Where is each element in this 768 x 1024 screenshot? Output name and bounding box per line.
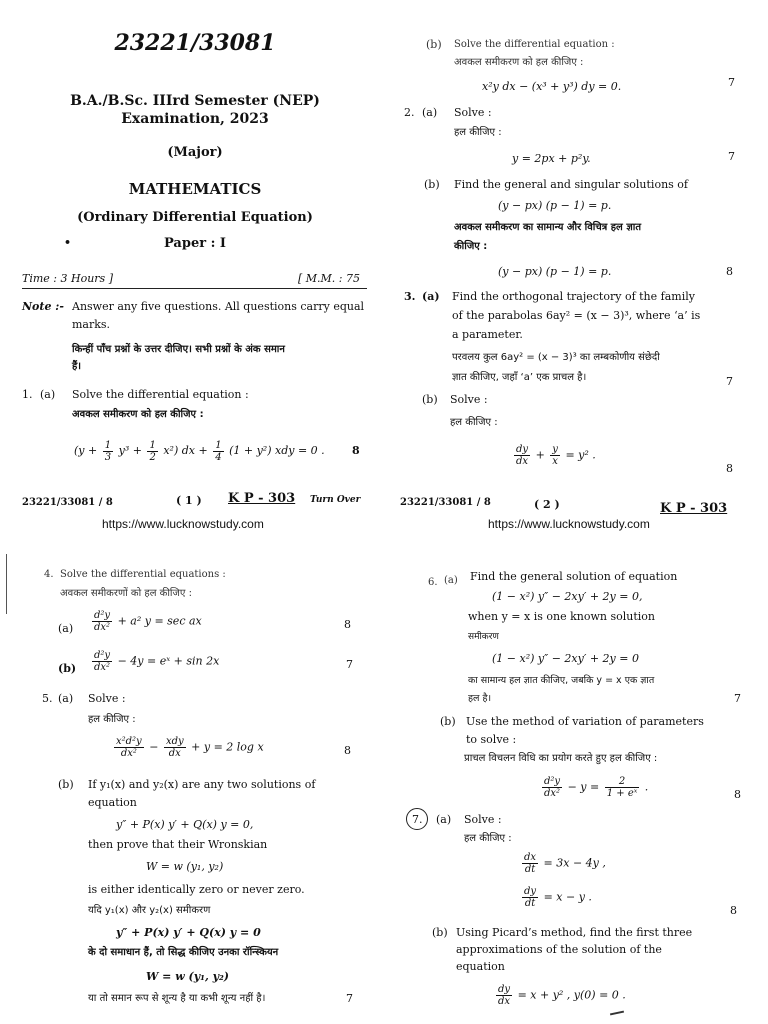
q4b-marks: 7: [346, 658, 353, 671]
q2a-text-hi: हल कीजिए :: [454, 127, 502, 138]
topic-title: (Ordinary Differential Equation): [77, 210, 313, 225]
q3b-marks: 8: [726, 462, 733, 475]
q7a-label: (a): [436, 813, 452, 826]
q4a-marks: 8: [344, 618, 351, 631]
course-title: B.A./B.Sc. IIIrd Semester (NEP): [70, 93, 320, 109]
q3b-label: (b): [422, 393, 438, 406]
q7a-text-en: Solve :: [464, 813, 502, 826]
q7b-equation: [494, 984, 626, 1007]
pen-tick-mark: [610, 1011, 624, 1016]
q4a-equation: [90, 610, 202, 633]
q4-text-hi: अवकल समीकरणों को हल कीजिए :: [60, 588, 193, 599]
q5a-marks: 8: [344, 744, 351, 757]
q2b-label: (b): [424, 178, 440, 191]
q6a-label: (a): [444, 575, 458, 586]
q7b-eq-tail: = x + y² , y(0) = 0 .: [517, 988, 626, 1002]
q1a-marks: 8: [352, 444, 360, 457]
footer-code-2: 23221/33081 / 8: [400, 497, 491, 508]
q1a-text-hi: अवकल समीकरण को हल कीजिए :: [72, 409, 204, 420]
q7b-text-en-1: Using Picard’s method, find the first three: [456, 926, 693, 939]
q7a-eq2-tail: = x − y .: [543, 890, 592, 904]
q7a-marks: 8: [730, 904, 737, 917]
max-marks: [ M.M. : 75: [298, 272, 361, 285]
q6b-text-en-1: Use the method of variation of parameters: [466, 715, 704, 728]
q1b-text-hi: अवकल समीकरण को हल कीजिए :: [454, 57, 584, 68]
q1a-text-en: Solve the differential equation :: [72, 388, 249, 401]
q5b-label: (b): [58, 778, 74, 791]
q4b-equation: [90, 650, 219, 673]
q5b-text-hi-1: यदि y₁(x) और y₂(x) समीकरण: [88, 905, 211, 916]
q3a-text-en-1: Find the orthogonal trajectory of the family: [452, 290, 695, 303]
eq-part-mid2: x²) dx +: [163, 444, 208, 457]
frac-d2y-dx2-b: $\frac{\text{d²y}}{\text{dx²}}$: [94, 650, 111, 673]
q5b-text-hi-2: के दो समाधान हैं, तो सिद्ध कीजिए उनका रॉन्स्कियन: [88, 947, 279, 958]
q6a-text-hi-3: हल है।: [468, 693, 492, 704]
q5b-equation-2: W = w (y₁, y₂): [146, 860, 224, 873]
q6b-label: (b): [440, 715, 456, 728]
q2b-equation-1: (y − px) (p − 1) = p.: [498, 199, 612, 212]
q2b-equation-2: (y − px) (p − 1) = p.: [498, 265, 612, 278]
q2b-marks: 8: [726, 265, 733, 278]
q5b-equation-3: y″ + P(x) y′ + Q(x) y = 0: [116, 926, 261, 939]
footer-code-1: 23221/33081 / 8: [22, 497, 113, 508]
q6b-text-hi: प्राचल विचलन विधि का प्रयोग करते हुए हल कीजिए :: [464, 753, 658, 764]
page-2: [384, 0, 768, 540]
q5b-marks: 7: [346, 992, 353, 1005]
q1a-label: (a): [40, 388, 56, 401]
q6a-equation-1: (1 − x²) y″ − 2xy′ + 2y = 0,: [492, 590, 643, 603]
q6b-equation: $\frac{\text{d²y}}{\text{dx²}}$ − y = $\frac{2}{\text{1 + eˣ}}$ .: [544, 776, 649, 799]
page-4: [384, 540, 768, 1024]
frac-dx-dt: $\frac{dx}{dt}$: [524, 852, 537, 875]
eq-part-suffix: (1 + y²) xdy = 0 .: [229, 444, 325, 457]
footer-page-1: ( 1 ): [176, 494, 202, 507]
q7a-equation-1: [520, 852, 606, 875]
q5a-equation: $\frac{\text{x²d²y}}{\text{dx²}}$ − $\frac{\text{xdy}}{dx}$ + y = 2 log x: [116, 736, 264, 759]
q2a-marks: 7: [728, 150, 735, 163]
q4-text-en: Solve the differential equations :: [60, 569, 226, 580]
q5a-text-en: Solve :: [88, 692, 126, 705]
q5b-text-en-2: equation: [88, 796, 137, 809]
q6a-marks: 7: [734, 692, 741, 705]
page-3: [0, 540, 384, 1024]
q5a-eq-tail: + y = 2 log x: [191, 740, 264, 754]
time-label: Time : 3 Hours ]: [22, 272, 113, 285]
q3b-text-hi: हल कीजिए :: [450, 417, 498, 428]
q3a-text-hi-1: परवलय कुल 6ay² = (x − 3)³ का लम्बकोणीय संछेदी: [452, 352, 660, 363]
source-url-2[interactable]: https://www.lucknowstudy.com: [488, 517, 650, 531]
q6-number: 6.: [428, 577, 438, 588]
q7b-text-en-3: equation: [456, 960, 505, 973]
q3a-text-en-3: a parameter.: [452, 328, 523, 341]
exam-type: (Major): [167, 145, 223, 160]
note-en-2: marks.: [72, 318, 111, 331]
q6a-text-en: Find the general solution of equation: [470, 570, 678, 583]
footer-kp-2: K P - 303: [660, 501, 728, 516]
q3b-eq-tail: = y² .: [565, 448, 596, 462]
frac-dy-dt: $\frac{dy}{dt}$: [524, 886, 537, 909]
q2-number: 2.: [404, 106, 415, 119]
q7a-text-hi: हल कीजिए :: [464, 833, 512, 844]
frac-d2y-dx2: $\frac{\text{d²y}}{\text{dx²}}$: [94, 610, 111, 633]
eq-part-prefix: (y +: [74, 444, 98, 457]
q6a-equation-2: (1 − x²) y″ − 2xy′ + 2y = 0: [492, 652, 639, 665]
frac-one-quarter: $\frac{1}{4}$: [215, 439, 222, 463]
q1-number: 1.: [22, 388, 33, 401]
q6a-text-en-2: when y = x is one known solution: [468, 610, 655, 623]
q5b-text-en-3: then prove that their Wronskian: [88, 838, 268, 851]
frac-xdy-dx: $\frac{\text{xdy}}{dx}$: [165, 736, 184, 759]
q2a-text-en: Solve :: [454, 106, 492, 119]
q1b-marks: 7: [728, 76, 735, 89]
note-label: Note :-: [22, 300, 64, 313]
footer-page-2: ( 2 ): [534, 498, 560, 511]
q4a-label: (a): [58, 622, 74, 635]
q1a-equation: [74, 436, 325, 466]
q1b-label: (b): [426, 38, 442, 51]
q3b-equation: $\frac{dy}{dx}$ + $\frac{y}{x}$ = y² .: [516, 444, 596, 467]
q6a-text-hi-2: का सामान्य हल ज्ञात कीजिए, जबकि y = x एक ज्ञात: [468, 675, 655, 686]
eq-part-mid1: y³ +: [118, 444, 142, 457]
footer-turn-over: Turn Over: [310, 495, 361, 505]
q5b-text-en-1: If y₁(x) and y₂(x) are any two solutions of: [88, 778, 316, 791]
q7a-eq1-tail: = 3x − 4y ,: [543, 856, 606, 870]
q5b-equation-1: y″ + P(x) y′ + Q(x) y = 0,: [116, 818, 254, 831]
q7-number: 7.: [412, 813, 423, 826]
q2b-text-en: Find the general and singular solutions of: [454, 178, 688, 191]
q3a-marks: 7: [726, 375, 733, 388]
footer-kp-1: K P - 303: [228, 491, 296, 506]
q4b-eq-tail: − 4y = eˣ + sin 2x: [117, 654, 220, 668]
frac-one-third: $\frac{1}{3}$: [104, 439, 112, 463]
q1b-text-en: Solve the differential equation :: [454, 39, 615, 50]
q7b-text-en-2: approximations of the solution of the: [456, 943, 662, 956]
subject-title: MATHEMATICS: [128, 180, 262, 198]
frac-dy-dx-b: $\frac{dy}{dx}$: [498, 984, 511, 1007]
frac-one-half: $\frac{1}{2}$: [149, 439, 156, 463]
header-rule-1: [22, 288, 367, 289]
q2b-text-hi-1: अवकल समीकरण का सामान्य और विचित्र हल ज्ञात: [454, 222, 642, 233]
q6b-text-en-2: to solve :: [466, 733, 517, 746]
q3a-text-en-2: of the parabolas 6ay² = (x − 3)³, where ‘a’ is: [452, 309, 701, 322]
frac-x2d2y-dx2: $\frac{\text{x²d²y}}{\text{dx²}}$: [116, 736, 142, 759]
margin-mark-line: [6, 554, 7, 614]
source-url-1[interactable]: https://www.lucknowstudy.com: [102, 517, 264, 531]
q4b-label: (b): [58, 662, 77, 675]
q3b-text-en: Solve :: [450, 393, 488, 406]
q1b-equation: x²y dx − (x³ + y³) dy = 0.: [482, 80, 622, 93]
frac-y-x: $\frac{y}{x}$: [552, 444, 558, 467]
q5a-text-hi: हल कीजिए :: [88, 714, 136, 725]
note-en-1: Answer any five questions. All questions carry equal: [72, 300, 365, 313]
q5b-text-en-4: is either identically zero or never zero.: [88, 883, 305, 896]
q2a-label: (a): [422, 106, 438, 119]
note-hi-1: किन्हीं पाँच प्रश्नों के उत्तर दीजिए। सभी प्रश्नों के अंक समान: [72, 344, 285, 355]
q5b-equation-4: W = w (y₁, y₂): [146, 970, 230, 983]
q6a-text-hi-1: समीकरण: [468, 632, 499, 642]
q5b-text-hi-3: या तो समान रूप से शून्य है या कभी शून्य नहीं है।: [88, 993, 266, 1004]
q7b-label: (b): [432, 926, 448, 939]
q6b-marks: 8: [734, 788, 741, 801]
q5-number: 5.: [42, 692, 53, 705]
exam-title: Examination, 2023: [121, 111, 269, 127]
q6b-eq-mid: − y =: [567, 780, 600, 794]
frac-d2y-dx2-c: $\frac{\text{d²y}}{\text{dx²}}$: [544, 776, 561, 799]
q4-number: 4.: [44, 569, 54, 580]
q7a-equation-2: [520, 886, 592, 909]
q3a-label: (a): [422, 290, 440, 303]
paper-number: Paper : I: [164, 236, 226, 251]
note-hi-2: हैं।: [72, 361, 82, 372]
frac-two-over: $\frac{2}{\text{1 + eˣ}}$: [606, 776, 638, 799]
q3a-text-hi-2: ज्ञात कीजिए, जहाँ ‘a’ एक प्राचल है।: [452, 372, 587, 383]
q3-number: 3.: [404, 290, 416, 303]
q4a-eq-tail: + a² y = sec ax: [117, 614, 202, 628]
q5a-label: (a): [58, 692, 74, 705]
paper-code-title: 23221/33081: [114, 30, 276, 56]
bullet-dot: •: [64, 236, 72, 249]
page-1: [0, 0, 384, 540]
q2a-equation: y = 2px + p²y.: [512, 152, 591, 165]
frac-dy-dx: $\frac{dy}{dx}$: [516, 444, 529, 467]
q2b-text-hi-2: कीजिए :: [454, 241, 488, 252]
